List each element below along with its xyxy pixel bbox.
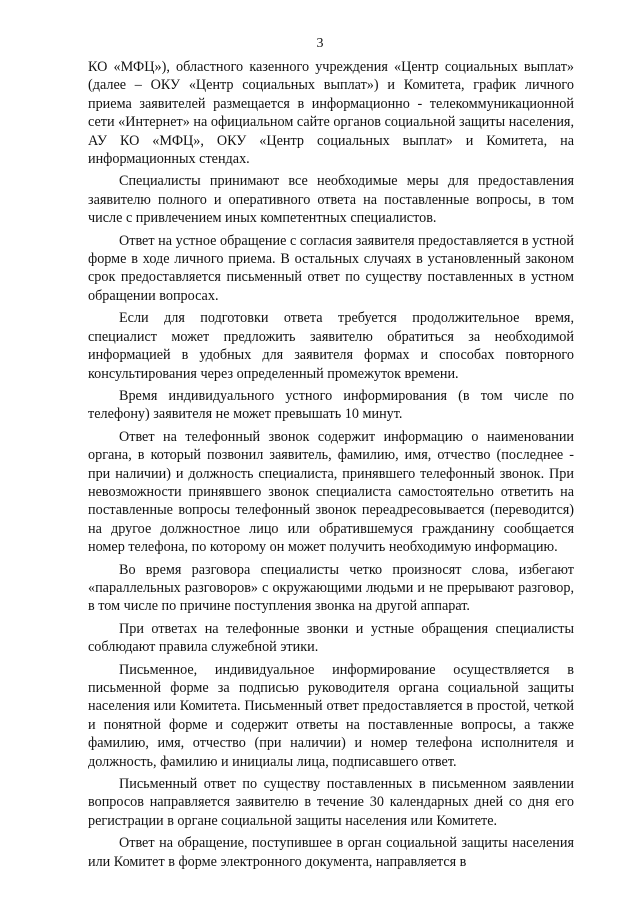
paragraph-conversation-rules: Во время разговора специалисты четко произносят слова, избегают «параллельных разговоров» с окружающими людьми и не прерывают разговор, в том числе по причине поступления звонка на другой аппарат. bbox=[88, 561, 574, 615]
paragraph-oral-response: Ответ на устное обращение с согласия заявителя предоставляется в устной форме в ходе личного приема. В остальных случаях в установленный законом срок предоставляется письменный ответ по существу поставленных в устном обращении вопросах. bbox=[88, 232, 574, 304]
paragraph-continuation: КО «МФЦ»), областного казенного учреждения «Центр социальных выплат» (далее – ОКУ «Центр социальных выплат») и Комитета, график личного приема заявителей размещается в информационно - телекоммуникационной сети «Интернет» на официальном сайте органов социальной защиты населения, АУ КО «МФЦ», ОКУ «Центр социальных выплат» и Комитета, на информационных стендах. bbox=[88, 59, 574, 168]
paragraph-service-ethics: При ответах на телефонные звонки и устные обращения специалисты соблюдают правила служебной этики. bbox=[88, 620, 574, 656]
paragraph-phone-response: Ответ на телефонный звонок содержит информацию о наименовании органа, в который позвонил заявитель, фамилию, имя, отчество (последнее - при наличии) и должность специалиста, принявшего телефонный звонок. При невозможности принявшего звонок специалиста самостоятельно ответить на поставленные вопросы телефонный звонок переадресовывается (переводится) на другое должностное лицо или обратившемуся гражданину сообщается номер телефона, по которому он может получить необходимую информацию. bbox=[88, 428, 574, 556]
paragraph-specialists-measures: Специалисты принимают все необходимые меры для предоставления заявителю полного и оперативного ответа на поставленные вопросы, в том числе с привлечением иных компетентных специалистов. bbox=[88, 173, 574, 227]
paragraph-electronic-response: Ответ на обращение, поступившее в орган социальной защиты населения или Комитет в форме электронного документа, направляется в bbox=[88, 835, 574, 870]
paragraph-written-informing: Письменное, индивидуальное информирование осуществляется в письменной форме за подписью руководителя органа социальной защиты населения или Комитета. Письменный ответ предоставляется в простой, четкой и понятной форме и содержит ответы на поставленные вопросы, а также фамилию, имя, отчество (при наличии) и номер телефона исполнителя и должность, фамилию и инициалы лица, подписавшего ответ. bbox=[88, 661, 574, 770]
paragraph-time-limit: Время индивидуального устного информирования (в том числе по телефону) заявителя не может превышать 10 минут. bbox=[88, 387, 574, 423]
page-number: 3 bbox=[316, 36, 324, 51]
paragraph-written-deadline: Письменный ответ по существу поставленных в письменном заявлении вопросов направляется заявителю в течение 30 календарных дней со дня его регистрации в органе социальной защиты населения или Комитете. bbox=[88, 776, 574, 829]
document-body bbox=[88, 58, 574, 875]
paragraph-long-preparation: Если для подготовки ответа требуется продолжительное время, специалист может предложить заявителю обратиться за необходимой информацией в удобных для заявителя формах и способах повторного консультирования через определенный промежуток времени. bbox=[88, 310, 574, 382]
